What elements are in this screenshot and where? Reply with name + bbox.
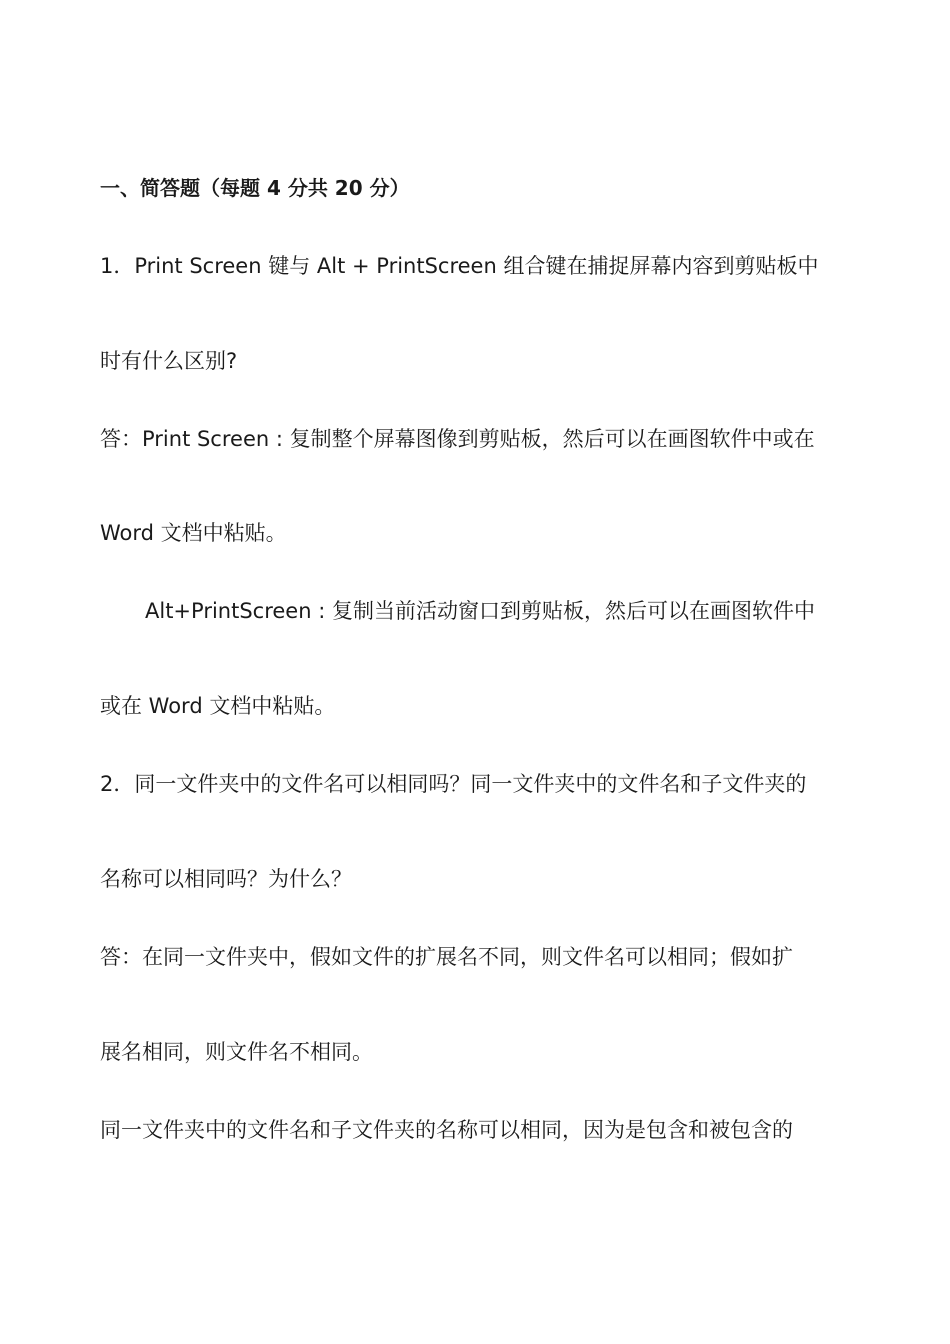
question-2-line-1: 2．同一文件夹中的文件名可以相同吗？同一文件夹中的文件名和子文件夹的 xyxy=(100,772,807,796)
answer-1-line-3: Alt+PrintScreen : 复制当前活动窗口到剪贴板，然后可以在画图软件中 xyxy=(145,599,815,623)
answer-2-line-1: 答：在同一文件夹中，假如文件的扩展名不同，则文件名可以相同；假如扩 xyxy=(100,945,793,969)
answer-1-line-2: Word 文档中粘贴。 xyxy=(100,521,287,545)
question-2-line-2: 名称可以相同吗？为什么？ xyxy=(100,867,352,891)
answer-1-line-4: 或在 Word 文档中粘贴。 xyxy=(100,694,336,718)
question-1-line-2: 时有什么区别? xyxy=(100,349,238,373)
answer-2-line-3: 同一文件夹中的文件名和子文件夹的名称可以相同，因为是包含和被包含的 xyxy=(100,1118,793,1142)
answer-2-line-2: 展名相同，则文件名不相同。 xyxy=(100,1040,373,1064)
section-heading: 一、简答题（每题 4 分共 20 分） xyxy=(100,176,410,200)
answer-1-line-1: 答：Print Screen : 复制整个屏幕图像到剪贴板，然后可以在画图软件中或在 xyxy=(100,427,815,451)
question-1-line-1: 1．Print Screen 键与 Alt + PrintScreen 组合键在捕捉屏幕内容到剪贴板中 xyxy=(100,254,819,278)
